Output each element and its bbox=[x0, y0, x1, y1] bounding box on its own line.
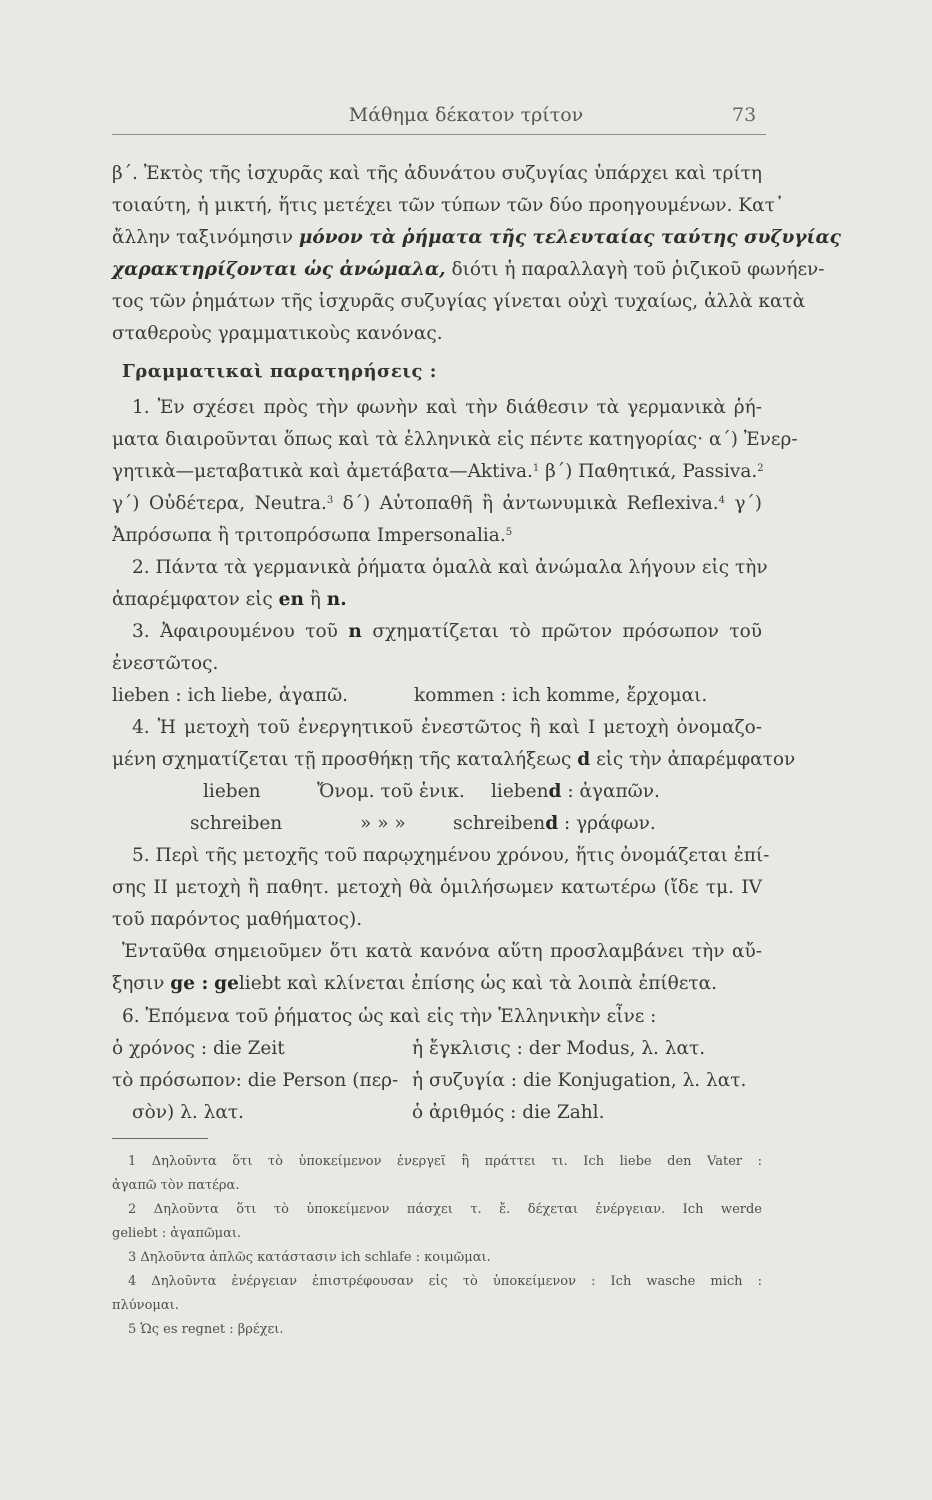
ending-en: en bbox=[278, 589, 304, 610]
section-heading: Γραμματικαὶ παρατηρήσεις : bbox=[122, 361, 437, 382]
para-b-line-6: σταθεροὺς γραμματικοὺς κανόνας. bbox=[112, 323, 443, 344]
item-5-line-3: τοῦ παρόντος μαθήματος). bbox=[112, 909, 363, 930]
item-1-line-2: ματα διαιροῦνται ὅπως καὶ τὰ ἑλληνικὰ εἰς πέντε κατηγορίας· α΄) Ἐνερ- bbox=[112, 429, 798, 450]
running-header-title: Μάθημα δέκατον τρίτον bbox=[348, 104, 584, 126]
item-3-line-1: 3. Ἀφαιρουμένου τοῦ n σχηματίζεται τὸ πρῶτον πρόσωπον τοῦ bbox=[132, 621, 763, 642]
footnote-ref: 3 bbox=[326, 495, 334, 506]
footnote-ref: 1 bbox=[532, 463, 540, 474]
example-lieben: lieben : ich liebe, ἀγαπῶ. bbox=[112, 685, 349, 706]
italic-emphasis: μόνον τὰ ῥήματα τῆς τελευταίας ταύτης συζυγίας bbox=[298, 227, 841, 248]
footnote-3: 3 Δηλοῦντα ἁπλῶς κατάστασιν ich schlafe : κοιμῶμαι. bbox=[128, 1250, 491, 1265]
term-left-3: σὸν) λ. λατ. bbox=[132, 1102, 244, 1123]
letter-n: n bbox=[348, 621, 362, 642]
footnote-ref: 2 bbox=[757, 463, 764, 474]
prefix-ge: ge : bbox=[170, 973, 209, 994]
example-participle-liebend: liebend : ἀγαπῶν. bbox=[491, 781, 660, 802]
footnote-4-cont: πλύνομαι. bbox=[112, 1298, 179, 1313]
para-b-line-1: β΄. Ἐκτὸς τῆς ἰσχυρᾶς καὶ τῆς ἀδυνάτου συζυγίας ὑπάρχει καὶ τρίτη bbox=[112, 163, 762, 184]
item-5-line-2: σης ΙΙ μετοχὴ ἢ παθητ. μετοχὴ θὰ ὁμιλήσωμεν κατωτέρω (ἴδε τμ. IV bbox=[112, 877, 762, 898]
item-6-line-1: 6. Ἑπόμενα τοῦ ῥήματος ὡς καὶ εἰς τὴν Ἑλληνικὴν εἶνε : bbox=[122, 1006, 657, 1027]
footnote-ref: 4 bbox=[718, 495, 726, 506]
example-verb-schreiben: schreiben bbox=[190, 813, 283, 834]
item-5-line-5: ξησιν ge : geliebt καὶ κλίνεται ἐπίσης ὡς καὶ τὰ λοιπὰ ἐπίθετα. bbox=[112, 973, 718, 994]
footnote-1-cont: ἀγαπῶ τὸν πατέρα. bbox=[112, 1178, 240, 1193]
para-b-line-5: τος τῶν ῥημάτων τῆς ἰσχυρᾶς συζυγίας γίνεται οὐχὶ τυχαίως, ἀλλὰ κατὰ bbox=[112, 291, 806, 312]
item-5-line-1: 5. Περὶ τῆς μετοχῆς τοῦ παρῳχημένου χρόνου, ἥτις ὀνομάζεται ἐπί- bbox=[132, 845, 770, 866]
item-2-line-2: ἀπαρέμφατον εἰς en ἢ n. bbox=[112, 589, 347, 610]
para-b-line-4: χαρακτηρίζονται ὡς ἀνώμαλα, διότι ἡ παραλλαγὴ τοῦ ῥιζικοῦ φωνήεν- bbox=[112, 259, 825, 280]
term-left-1: ὁ χρόνος : die Zeit bbox=[112, 1038, 285, 1059]
page-number: 73 bbox=[732, 104, 757, 126]
footnote-rule bbox=[112, 1138, 208, 1139]
term-right-2: ἡ συζυγία : die Konjugation, λ. λατ. bbox=[412, 1070, 747, 1091]
item-4-line-2: μένη σχηματίζεται τῇ προσθήκῃ τῆς καταλήξεως d εἰς τὴν ἀπαρέμφατον bbox=[112, 749, 796, 770]
item-2-line-1: 2. Πάντα τὰ γερμανικὰ ῥήματα ὁμαλὰ καὶ ἀνώμαλα λήγουν εἰς τὴν bbox=[132, 557, 768, 578]
example-participle-schreibend: schreibend : γράφων. bbox=[453, 813, 656, 834]
ditto-marks: » » » bbox=[360, 813, 406, 834]
item-4-line-1: 4. Ἡ μετοχὴ τοῦ ἐνεργητικοῦ ἐνεστῶτος ἢ καὶ Ι μετοχὴ ὀνομαζο- bbox=[132, 717, 762, 738]
footnote-5: 5 Ὡς es regnet : βρέχει. bbox=[128, 1322, 284, 1337]
example-nom-sing: Ὄνομ. τοῦ ἑνικ. bbox=[317, 781, 465, 802]
example-kommen: kommen : ich komme, ἔρχομαι. bbox=[414, 685, 708, 706]
term-left-2: τὸ πρόσωπον: die Person (περ- bbox=[112, 1070, 399, 1091]
ending-n: n. bbox=[326, 589, 347, 610]
footnote-2: 2 Δηλοῦντα ὅτι τὸ ὑποκείμενον πάσχει τ. ἔ. δέχεται ἐνέργειαν. Ich werde bbox=[128, 1202, 762, 1217]
para-b-line-3: ἄλλην ταξινόμησιν μόνον τὰ ῥήματα τῆς τελευταίας ταύτης συζυγίας bbox=[112, 227, 841, 248]
item-1-line-4: γ΄) Οὐδέτερα, Neutra.$^3$ δ΄) Αὐτοπαθῆ ἢ ἀντωνυμικὰ Reflexiva.$^4$ γ΄) bbox=[112, 493, 762, 514]
footnote-1: 1 Δηλοῦντα ὅτι τὸ ὑποκείμενον ἐνεργεῖ ἢ πράττει τι. Ich liebe den Vater : bbox=[128, 1154, 762, 1169]
term-right-1: ἡ ἔγκλισις : der Modus, λ. λατ. bbox=[412, 1038, 706, 1059]
item-1-line-3: γητικὰ—μεταβατικὰ καὶ ἀμετάβατα—Aktiva.$^1$ β΄) Παθητικά, Passiva.$^2$ bbox=[112, 461, 764, 482]
italic-emphasis: χαρακτηρίζονται ὡς ἀνώμαλα, bbox=[112, 259, 446, 280]
item-1-line-5: Ἀπρόσωπα ἢ τριτοπρόσωπα Impersonalia.$^5$ bbox=[112, 525, 513, 546]
item-5-line-4: Ἐνταῦθα σημειοῦμεν ὅτι κατὰ κανόνα αὕτη προσλαμβάνει τὴν αὔ- bbox=[122, 941, 762, 962]
ending-d: d bbox=[577, 749, 591, 770]
term-right-3: ὁ ἀριθμός : die Zahl. bbox=[412, 1102, 605, 1123]
item-1-line-1: 1. Ἐν σχέσει πρὸς τὴν φωνὴν καὶ τὴν διάθεσιν τὰ γερμανικὰ ῥή- bbox=[132, 397, 762, 418]
footnote-2-cont: geliebt : ἀγαπῶμαι. bbox=[112, 1226, 242, 1241]
header-rule bbox=[112, 134, 766, 135]
item-3-line-2: ἐνεστῶτος. bbox=[112, 653, 219, 674]
footnote-ref: 5 bbox=[505, 527, 513, 538]
footnote-4: 4 Δηλοῦντα ἐνέργειαν ἐπιστρέφουσαν εἰς τὸ ὑποκείμενον : Ich wasche mich : bbox=[128, 1274, 762, 1289]
para-b-line-2: τοιαύτη, ἡ μικτή, ἥτις μετέχει τῶν τύπων τῶν δύο προηγουμένων. Κατ᾽ bbox=[112, 195, 785, 216]
example-verb-lieben: lieben bbox=[203, 781, 261, 802]
